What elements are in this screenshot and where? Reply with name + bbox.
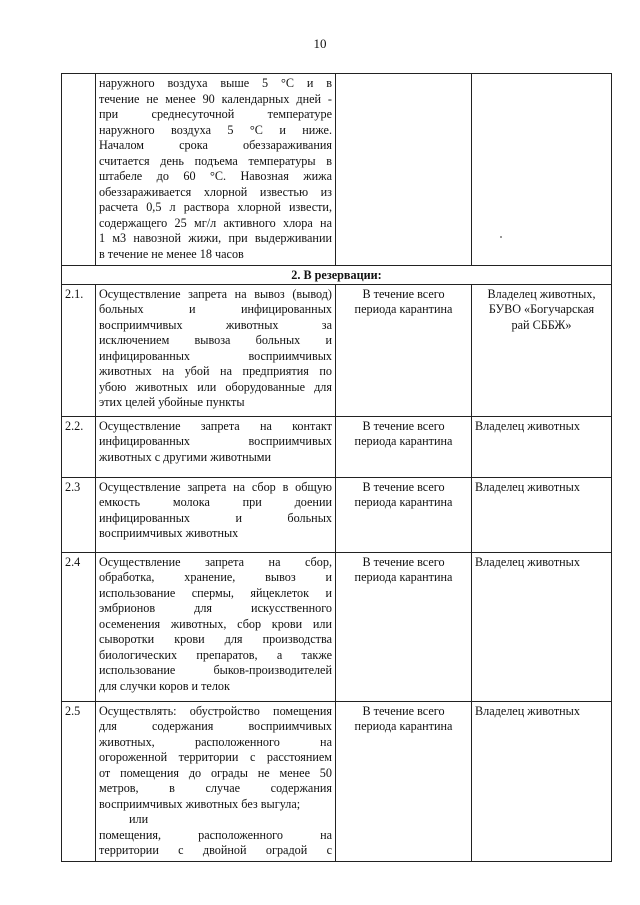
table-row <box>62 552 612 701</box>
period-line: В течение всего <box>362 286 445 301</box>
measure-cell <box>96 284 336 416</box>
table-row <box>62 477 612 552</box>
text-line: для содержания восприимчивых <box>99 719 332 733</box>
section-row <box>62 266 612 285</box>
text-line: или <box>129 812 149 826</box>
text-line: Осуществление запрета на вывоз (вывод) <box>99 286 332 301</box>
table-row <box>62 416 612 477</box>
period-cell <box>336 284 472 416</box>
text-line: животных с другими животными <box>99 449 272 464</box>
period-cell <box>336 701 472 861</box>
text-line: инфицированных восприимчивых <box>99 348 332 363</box>
text-line: Началом срока обеззараживания <box>99 138 332 152</box>
table-row <box>62 284 612 416</box>
row-number: 2.3 <box>62 477 96 552</box>
text-line: исключением вывоза больных и <box>99 333 332 347</box>
text-line: инфицированных и больных <box>99 510 332 525</box>
owner-line: Владелец животных <box>475 703 580 718</box>
text-line: расчета 0,5 л раствора хлорной извести, <box>99 200 332 214</box>
table-row-continuation <box>62 74 612 266</box>
text-line: помещения, расположенного на <box>99 827 332 842</box>
text-line: для случки коров и телок <box>99 678 230 693</box>
period-line: периода карантина <box>354 302 453 316</box>
measures-table <box>61 73 612 862</box>
text-line: обеззараживается хлорной известью из <box>99 184 332 199</box>
owner-line: Владелец животных, <box>487 286 596 301</box>
text-line: использование быков-производителей <box>99 663 332 677</box>
owner-cell <box>472 416 612 477</box>
owner-cell <box>472 552 612 701</box>
owner-cell <box>472 701 612 861</box>
period-line: периода карантина <box>354 719 453 733</box>
row-number: 2.1. <box>62 284 96 416</box>
text-line: Осуществлять: обустройство помещения <box>99 703 332 718</box>
text-line: сыворотки крови для производства <box>99 632 332 646</box>
owner-cell <box>472 74 612 266</box>
text-line: Осуществление запрета на сбор в общую <box>99 479 332 494</box>
period-line: В течение всего <box>362 554 445 569</box>
text-line: содержащего 25 мг/л активного хлора на <box>99 215 332 230</box>
owner-cell <box>472 477 612 552</box>
text-line: восприимчивых животных за <box>99 317 332 332</box>
text-line: от помещения до ограды не менее 50 <box>99 765 332 780</box>
text-line: огороженной территории с расстоянием <box>99 750 332 764</box>
owner-line: БУВО «Богучарская <box>488 302 595 316</box>
text-line: наружного воздуха выше 5 °С и в <box>99 76 332 90</box>
text-line: биологических препаратов, а также <box>99 647 332 662</box>
row-number: 2.4 <box>62 552 96 701</box>
text-line: наружного воздуха 5 °С и ниже. <box>99 122 332 137</box>
text-line: восприимчивых животных <box>99 526 239 540</box>
text-line: при среднесуточной температуре <box>99 107 332 121</box>
period-cell <box>336 552 472 701</box>
text-line: Осуществление запрета на сбор, <box>99 554 332 569</box>
page-number: 10 <box>313 36 327 51</box>
text-line: в течение не менее 18 часов <box>99 246 244 261</box>
text-line: животных на убой на предприятия по <box>99 364 332 378</box>
number-cell <box>62 74 96 266</box>
text-line: емкость молока при доении <box>99 495 332 509</box>
text-line: считается день подъема температуры в <box>99 153 332 168</box>
owner-line: Владелец животных <box>475 479 580 494</box>
text-line: инфицированных восприимчивых <box>99 434 332 448</box>
period-cell <box>336 416 472 477</box>
text-line: Осуществление запрета на контакт <box>99 418 332 433</box>
text-line: использование спермы, яйцеклеток и <box>99 585 332 600</box>
table-row <box>62 701 612 861</box>
period-cell <box>336 477 472 552</box>
text-line: осеменения животных, сбор крови или <box>99 616 332 631</box>
measure-cell <box>96 477 336 552</box>
text-line: убою животных или оборудованные для <box>99 379 332 394</box>
owner-line: рай СББЖ» <box>511 317 572 332</box>
period-cell <box>336 74 472 266</box>
section-title: 2. В резервации: <box>62 266 612 285</box>
scan-speck <box>500 236 502 238</box>
text-line: эмбрионов для искусственного <box>99 601 332 615</box>
text-line: животных, расположенного на <box>99 734 332 749</box>
text-line: штабеле до 60 °С. Навозная жижа <box>99 169 332 183</box>
period-line: В течение всего <box>362 479 445 494</box>
text-line: метров, в случае содержания <box>99 781 332 795</box>
owner-line: Владелец животных <box>475 418 580 433</box>
text-line: обработка, хранение, вывоз и <box>99 570 332 584</box>
measure-cell <box>96 74 336 266</box>
measure-cell <box>96 552 336 701</box>
text-line: 1 м3 навозной жижи, при выдерживании <box>99 231 332 245</box>
text-line: больных и инфицированных <box>99 302 332 316</box>
period-line: периода карантина <box>354 495 453 509</box>
text-line: восприимчивых животных без выгула; <box>99 796 301 811</box>
text-line: этих целей убойные пункты <box>99 395 245 409</box>
row-number: 2.5 <box>62 701 96 861</box>
measure-cell <box>96 701 336 861</box>
period-line: периода карантина <box>354 570 453 584</box>
period-line: периода карантина <box>354 434 453 448</box>
owner-line: Владелец животных <box>475 554 580 569</box>
text-line: территории с двойной оградой с <box>99 843 332 857</box>
period-line: В течение всего <box>362 703 445 718</box>
measure-cell <box>96 416 336 477</box>
period-line: В течение всего <box>362 418 445 433</box>
owner-cell <box>472 284 612 416</box>
row-number: 2.2. <box>62 416 96 477</box>
text-line: течение не менее 90 календарных дней - <box>99 91 332 106</box>
